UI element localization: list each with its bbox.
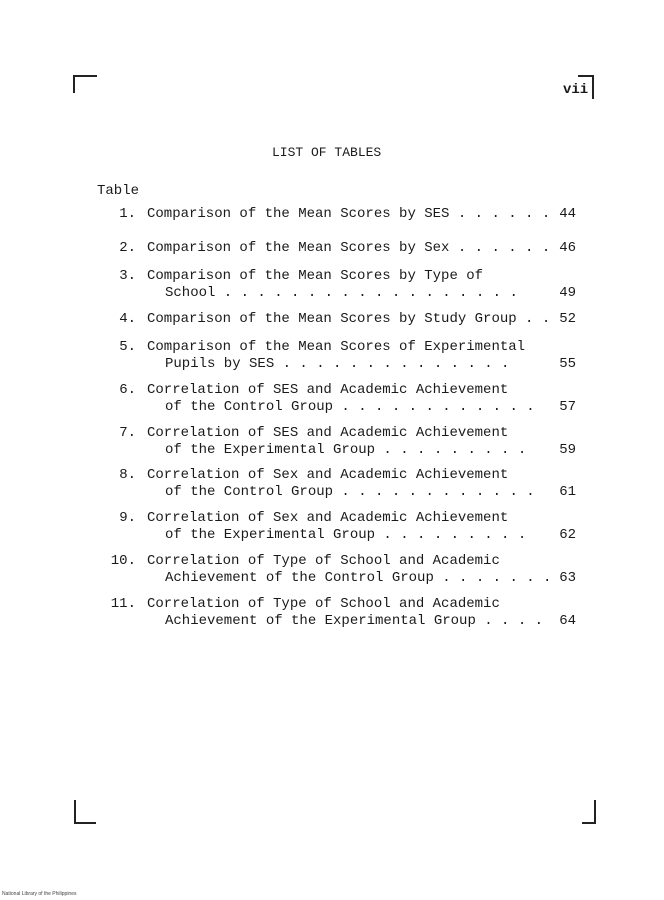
entry-title-line: Correlation of SES and Academic Achievement [147,425,509,441]
entry-number: 2. [119,240,136,256]
crop-mark-top-left [73,75,97,93]
entry-page-number: 59 [559,442,576,458]
entry-title-continuation: School . . . . . . . . . . . . . . . . . . [165,285,518,301]
entry-page-number: 61 [559,484,576,500]
crop-mark-bottom-right [582,800,596,824]
entry-page-number: 49 [559,285,576,301]
entry-title [147,467,544,501]
entry-page-number: 55 [559,356,576,372]
entry-number: 3. [119,268,136,284]
entry-title [147,268,544,302]
entry-number: 4. [119,311,136,327]
entry-title-continuation: of the Control Group . . . . . . . . . . . . [165,484,535,500]
entry-page-number: 46 [559,240,576,256]
footer-note: National Library of the Philippines [2,891,77,897]
entry-title [147,425,544,459]
entry-title [147,339,544,373]
table-column-header: Table [97,183,140,199]
entry-page-number: 63 [559,570,576,586]
entry-page-number: 44 [559,206,576,222]
entry-title-line: Correlation of Type of School and Academic [147,553,500,569]
entry-page-number: 52 [559,311,576,327]
entry-number: 10. [110,553,136,569]
entry-title-continuation: Achievement of the Experimental Group . . . . [165,613,544,629]
entry-title-continuation: of the Experimental Group . . . . . . . . . [165,442,527,458]
entry-title [147,206,551,223]
entry-title-line: Comparison of the Mean Scores by Type of [147,268,484,284]
entry-number: 1. [119,206,136,222]
page-number: vii [563,82,589,98]
entry-title-line: Comparison of the Mean Scores by Sex . . . . . . [147,240,551,256]
entry-title-continuation: of the Control Group . . . . . . . . . . . . [165,399,535,415]
entry-title [147,311,551,328]
entry-title-continuation: Pupils by SES . . . . . . . . . . . . . . [165,356,510,372]
entry-page-number: 62 [559,527,576,543]
entry-title [147,553,552,587]
entry-title [147,596,544,630]
entry-number: 9. [119,510,136,526]
entry-title-line: Correlation of Sex and Academic Achievement [147,510,509,526]
entry-title [147,240,551,257]
entry-title [147,382,544,416]
entry-number: 6. [119,382,136,398]
page-title: LIST OF TABLES [272,145,382,160]
entry-title-continuation: Achievement of the Control Group . . . . . . . [165,570,552,586]
entry-title-line: Correlation of Sex and Academic Achievement [147,467,509,483]
entry-page-number: 57 [559,399,576,415]
entry-page-number: 64 [559,613,576,629]
entry-number: 8. [119,467,136,483]
entry-title-line: Comparison of the Mean Scores by Study Group . . [147,311,551,327]
entry-title-line: Correlation of Type of School and Academic [147,596,500,612]
entry-title-continuation: of the Experimental Group . . . . . . . . . [165,527,527,543]
entry-number: 11. [110,596,136,612]
entry-number: 7. [119,425,136,441]
entry-title-line: Correlation of SES and Academic Achievement [147,382,509,398]
entry-title [147,510,544,544]
entry-title-line: Comparison of the Mean Scores by SES . . . . . . [147,206,551,222]
crop-mark-bottom-left [74,800,96,824]
entry-title-line: Comparison of the Mean Scores of Experimental [147,339,526,355]
entry-number: 5. [119,339,136,355]
